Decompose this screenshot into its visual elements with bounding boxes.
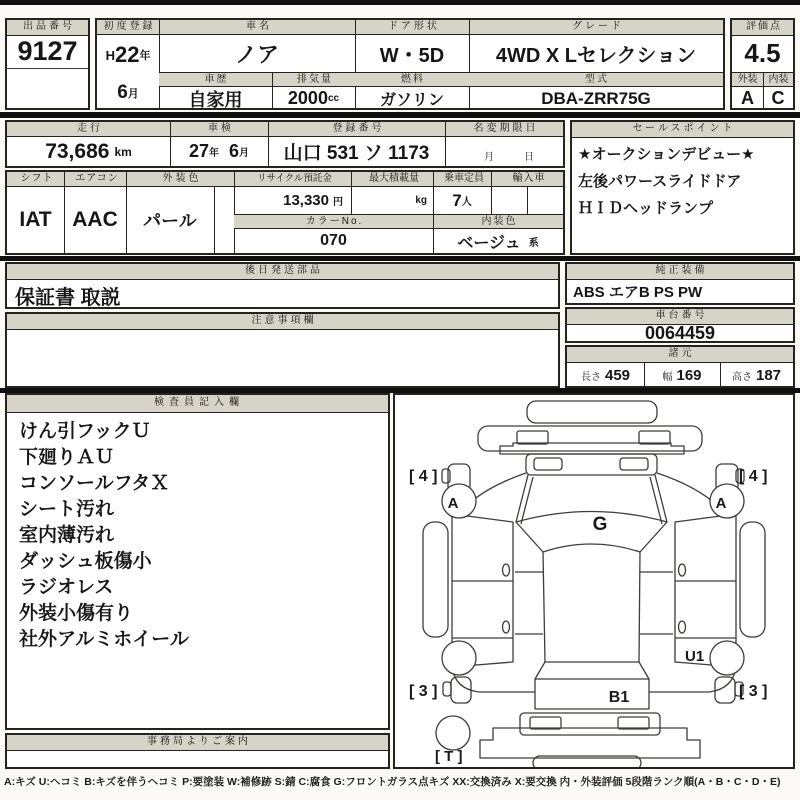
- glass-damage-mark: G: [592, 514, 608, 535]
- color-no-value: 070: [320, 232, 347, 249]
- int-color-suffix: 系: [528, 237, 539, 249]
- payload-label: 最大積載量: [351, 172, 433, 187]
- inspector-note: 外装小傷有り: [19, 603, 134, 624]
- import-label: 輸入車: [491, 172, 563, 187]
- door-split-left: [452, 581, 513, 638]
- int-color-value: [433, 229, 563, 253]
- inspector-note: けん引フックＵ: [19, 421, 151, 442]
- shaken-month: 6: [229, 141, 240, 161]
- chassis-value: 0064459: [644, 322, 716, 343]
- office-notice-box: [5, 733, 390, 769]
- sales-points-box: [570, 120, 795, 255]
- name-change-value: [445, 137, 563, 166]
- inspector-note: 室内薄汚れ: [19, 525, 115, 546]
- height-value: 187: [755, 366, 782, 384]
- capacity-number: 7: [452, 190, 462, 210]
- recycle-unit: 円: [333, 197, 343, 208]
- rear-bumper: [480, 728, 700, 758]
- tread-mark-rear-left: [ 3 ]: [409, 683, 438, 700]
- exterior-label: 外装: [732, 72, 763, 87]
- name-change-label: 名変期限日: [445, 122, 563, 137]
- wheel-mark-left: A: [447, 495, 459, 512]
- divider-bar: [0, 0, 800, 5]
- width-cell: [644, 362, 720, 388]
- ext-color-label: 外装色: [126, 172, 234, 187]
- inspector-note: コンソールフタＸ: [19, 473, 170, 494]
- rear-wheel-right: [710, 641, 744, 675]
- side-molding-left: [423, 522, 448, 637]
- rear-tab-left: [443, 682, 451, 696]
- c-pillar-lines: [535, 662, 649, 679]
- headlight-right: [639, 431, 670, 444]
- inspector-note: 社外アルミホイール: [19, 629, 189, 650]
- inspector-notes-box: [5, 393, 390, 730]
- caution-label: 注意事項欄: [7, 314, 558, 330]
- inspector-note: ラジオレス: [19, 577, 114, 598]
- grade-value: 4WD X Lセレクション: [495, 45, 697, 67]
- interior-label: 内装: [763, 72, 793, 87]
- fuel-label: 燃料: [355, 72, 469, 87]
- year-suffix: 年: [139, 50, 151, 62]
- history-value: 自家用: [188, 89, 243, 110]
- taillight-left: [530, 717, 561, 729]
- car-name-value: ノア: [234, 42, 279, 67]
- aircon-label: エアコン: [64, 172, 126, 187]
- sales-point: 左後パワースライドドア: [578, 173, 742, 190]
- sales-points-label: セールスポイント: [572, 122, 793, 138]
- car-name-label: 車名: [159, 20, 355, 35]
- vehicle-info-box: [95, 18, 725, 110]
- score-box: [730, 18, 795, 110]
- office-notice-label: 事務局よりご案内: [7, 735, 388, 751]
- lot-number-value: 9127: [7, 35, 88, 69]
- name-change-day: 日: [524, 152, 534, 163]
- equipment-row-box: [5, 170, 565, 255]
- reg-no-value: 山口 531 ソ 1173: [283, 143, 430, 164]
- door-split-right: [675, 581, 736, 638]
- first-reg-year: [97, 35, 159, 75]
- spare-tire: [436, 716, 470, 750]
- interior-grade: C: [771, 88, 785, 108]
- lot-number-box: [5, 18, 90, 110]
- length-cell: [567, 362, 644, 388]
- later-parts-value: 保証書 取説: [15, 287, 121, 309]
- hood-vent-right: [620, 458, 648, 470]
- height-cell: [720, 362, 793, 388]
- shift-label: シフト: [7, 172, 64, 187]
- windshield: [516, 512, 667, 553]
- era: H: [105, 47, 115, 63]
- shaken-month-suffix: 月: [239, 148, 250, 159]
- shaken-value: [170, 137, 268, 166]
- front-tab-left: [442, 469, 450, 483]
- int-color-label: 内装色: [433, 214, 563, 229]
- door-connector-right: [640, 572, 673, 634]
- door-handle-right-front: [679, 564, 686, 576]
- month-suffix: 月: [127, 87, 139, 100]
- width-value: 169: [676, 366, 702, 384]
- capacity-unit: 人: [461, 197, 472, 208]
- dimensions-box: [565, 345, 795, 388]
- mileage-unit: km: [114, 144, 132, 159]
- headlight-left: [517, 431, 548, 444]
- later-parts-box: [5, 262, 560, 309]
- shaken-year: 27: [188, 141, 209, 161]
- recycle-value: [234, 187, 351, 214]
- spare-tire-mark: [ T ]: [435, 748, 463, 765]
- wheel-mark-right: A: [715, 495, 727, 512]
- month: 6: [117, 81, 128, 103]
- taillight-right: [618, 717, 649, 729]
- score-value: 4.5: [744, 38, 781, 68]
- door-shape-value: W・5D: [379, 45, 445, 67]
- model-code-label: 型式: [469, 72, 723, 87]
- later-parts-label: 後日発送部品: [7, 264, 558, 280]
- dimensions-label: 諸元: [567, 347, 793, 363]
- equipment-value: ABS エアB PS PW: [573, 284, 703, 301]
- shift-value: IAT: [19, 208, 52, 231]
- name-change-month: 月: [484, 152, 494, 163]
- int-color-name: ベージュ: [457, 234, 521, 252]
- fuel-value: ガソリン: [379, 92, 444, 109]
- model-code-value: DBA-ZRR75G: [541, 88, 651, 108]
- tread-mark-front-right: [ 4 ]: [739, 468, 768, 485]
- mileage-value: [7, 137, 170, 166]
- front-bumper-top: [527, 401, 657, 423]
- displacement-unit: cc: [327, 93, 340, 104]
- displacement-value: [272, 87, 355, 110]
- registration-row-box: [5, 120, 565, 168]
- a-pillar-left: [516, 475, 533, 524]
- rear-mudguard-left: [451, 677, 471, 703]
- capacity-value: [433, 187, 491, 214]
- lot-number-label: 出品番号: [7, 20, 88, 36]
- rear-quarter-damage-mark: U1: [685, 648, 705, 665]
- shaken-year-suffix: 年: [209, 148, 219, 159]
- history-label: 車歴: [159, 72, 272, 87]
- aircon-value: AAC: [72, 208, 118, 231]
- damage-diagram-box: [393, 393, 795, 769]
- inspector-note: ダッシュ板傷小: [19, 551, 152, 572]
- grade-label: グレード: [469, 20, 723, 35]
- mileage-label: 走行: [7, 122, 170, 137]
- car-damage-diagram: [395, 395, 793, 767]
- reg-no-label: 登録番号: [268, 122, 445, 137]
- roof: [543, 552, 640, 662]
- side-molding-right: [740, 522, 765, 637]
- ext-color-value: パール: [143, 211, 197, 231]
- door-handle-left-front: [503, 564, 510, 576]
- sales-points-list: [578, 141, 791, 251]
- height-label: 高さ: [731, 371, 752, 383]
- inspector-notes-list: [19, 419, 384, 719]
- chassis-box: [565, 307, 795, 343]
- tailgate-damage-mark: B1: [608, 689, 630, 706]
- width-label: 幅: [662, 371, 673, 383]
- chassis-label: 車台番号: [567, 309, 793, 325]
- equipment-label: 純正装備: [567, 264, 793, 280]
- tread-mark-rear-right: [ 3 ]: [739, 683, 768, 700]
- inspector-note: 下廻りＡＵ: [19, 447, 115, 468]
- recycle-amount: 13,330: [283, 192, 329, 209]
- tailgate: [535, 679, 649, 709]
- rear-panel: [520, 713, 660, 735]
- door-connector-left: [515, 572, 543, 634]
- rear-wheel-left: [442, 641, 476, 675]
- exterior-grade: A: [741, 88, 754, 108]
- inspector-note: シート汚れ: [19, 499, 115, 520]
- door-shape-label: ドア形状: [355, 20, 469, 35]
- front-fender-right: [657, 473, 718, 506]
- tread-mark-front-left: [ 4 ]: [409, 468, 438, 485]
- displacement-number: 2000: [287, 88, 328, 108]
- door-handle-right-rear: [679, 621, 686, 633]
- displacement-label: 排気量: [272, 72, 355, 87]
- front-panel: [478, 426, 702, 451]
- mileage-number: 73,686: [45, 139, 110, 163]
- a-pillar-right: [650, 475, 667, 524]
- divider-bar: [0, 112, 800, 118]
- color-no-label: カラーNo.: [234, 214, 433, 229]
- caution-box: [5, 312, 560, 388]
- sales-point: ＨＩＤヘッドランプ: [578, 200, 714, 217]
- legend-text: A:キズ U:ヘコミ B:キズを伴うヘコミ P:要塗装 W:補修跡 S:錆 C:腐食 G:フロントガラス点キズ XX:交換済み X:要交換 内・外装評価 5段階ランク順(A・B・C・D・E): [4, 776, 781, 788]
- inspector-label: 検査員記入欄: [7, 395, 388, 413]
- hood: [526, 454, 657, 475]
- hood-vent-left: [534, 458, 562, 470]
- length-value: 459: [604, 366, 631, 384]
- shaken-label: 車検: [170, 122, 268, 137]
- payload-value: [351, 187, 433, 214]
- door-handle-left-rear: [503, 621, 510, 633]
- first-reg-label: 初度登録: [97, 20, 159, 35]
- capacity-label: 乗車定員: [433, 172, 491, 187]
- payload-unit: kg: [415, 195, 427, 206]
- equipment-box: [565, 262, 795, 305]
- recycle-label: リサイクル預託金: [234, 172, 351, 187]
- score-label: 評価点: [732, 20, 793, 36]
- sales-point: ★オークションデビュー★: [578, 146, 755, 163]
- divider-bar: [0, 256, 800, 261]
- length-label: 長さ: [580, 371, 601, 383]
- year: 22: [114, 42, 140, 67]
- first-reg-month: [97, 75, 159, 110]
